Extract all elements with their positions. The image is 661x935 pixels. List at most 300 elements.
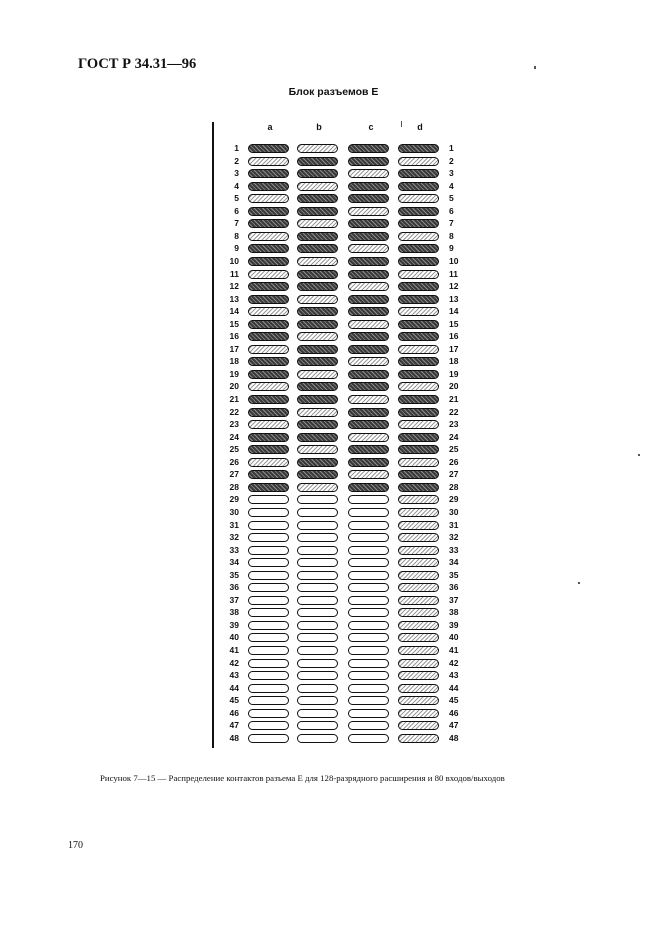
connector-pin-c <box>348 684 389 693</box>
connector-pin-b <box>297 709 338 718</box>
row-number-left: 14 <box>229 306 239 317</box>
row-number-left: 20 <box>229 381 239 392</box>
connector-pin-b <box>297 495 338 504</box>
row-number-right: 44 <box>449 682 459 693</box>
connector-pin-c <box>348 307 389 316</box>
connector-pin-b <box>297 395 338 404</box>
connector-pin-d <box>398 696 439 705</box>
connector-pin-b <box>297 207 338 216</box>
pin-row <box>0 407 661 419</box>
connector-pin-c <box>348 232 389 241</box>
row-number-right: 7 <box>449 218 454 229</box>
connector-pin-c <box>348 144 389 153</box>
row-number-left: 30 <box>229 506 239 517</box>
pin-row <box>0 507 661 519</box>
pin-row <box>0 381 661 393</box>
connector-pin-c <box>348 546 389 555</box>
row-number-left: 23 <box>229 419 239 430</box>
connector-pin-a <box>248 646 289 655</box>
row-number-left: 5 <box>234 193 239 204</box>
row-number-right: 13 <box>449 293 459 304</box>
connector-pin-b <box>297 282 338 291</box>
row-number-left: 16 <box>229 331 239 342</box>
connector-pin-a <box>248 684 289 693</box>
connector-pin-a <box>248 144 289 153</box>
connector-pin-b <box>297 659 338 668</box>
pin-row <box>0 733 661 745</box>
connector-pin-a <box>248 533 289 542</box>
pin-row <box>0 168 661 180</box>
connector-pin-b <box>297 244 338 253</box>
scan-speck <box>534 66 536 69</box>
connector-pin-a <box>248 420 289 429</box>
row-number-right: 10 <box>449 255 459 266</box>
row-number-right: 11 <box>449 268 458 279</box>
row-number-right: 19 <box>449 368 459 379</box>
pin-row <box>0 419 661 431</box>
row-number-left: 46 <box>229 707 239 718</box>
pin-row <box>0 319 661 331</box>
connector-pin-c <box>348 382 389 391</box>
row-number-left: 26 <box>229 456 239 467</box>
figure-caption: Рисунок 7—15 — Распределение контактов разъема Е для 128-разрядного расширения и 80 входов/выходов <box>100 773 505 783</box>
connector-pin-b <box>297 546 338 555</box>
connector-pin-b <box>297 571 338 580</box>
row-number-right: 20 <box>449 381 459 392</box>
row-number-right: 4 <box>449 180 454 191</box>
row-number-left: 6 <box>234 205 239 216</box>
row-number-right: 40 <box>449 632 459 643</box>
connector-pin-b <box>297 157 338 166</box>
row-number-right: 29 <box>449 494 459 505</box>
row-number-left: 24 <box>229 431 239 442</box>
connector-pin-c <box>348 558 389 567</box>
pin-row <box>0 269 661 281</box>
row-number-left: 42 <box>229 657 239 668</box>
connector-pin-c <box>348 420 389 429</box>
connector-pin-c <box>348 445 389 454</box>
row-number-right: 9 <box>449 243 454 254</box>
connector-pin-b <box>297 646 338 655</box>
connector-pin-b <box>297 169 338 178</box>
pin-row <box>0 658 661 670</box>
pin-row <box>0 482 661 494</box>
connector-pin-d <box>398 483 439 492</box>
row-number-left: 1 <box>234 143 239 153</box>
connector-pin-c <box>348 470 389 479</box>
connector-pin-c <box>348 696 389 705</box>
connector-pin-d <box>398 194 439 203</box>
connector-pin-a <box>248 583 289 592</box>
row-number-right: 33 <box>449 544 459 555</box>
connector-pin-d <box>398 734 439 743</box>
page-number: 170 <box>68 840 83 851</box>
row-number-right: 42 <box>449 657 459 668</box>
connector-pin-a <box>248 382 289 391</box>
row-number-right: 23 <box>449 419 459 430</box>
row-number-left: 29 <box>229 494 239 505</box>
connector-pin-b <box>297 433 338 442</box>
connector-pin-a <box>248 270 289 279</box>
connector-pin-c <box>348 257 389 266</box>
connector-pin-d <box>398 621 439 630</box>
row-number-right: 27 <box>449 469 459 480</box>
connector-pin-b <box>297 445 338 454</box>
connector-pin-d <box>398 558 439 567</box>
row-number-left: 19 <box>229 368 239 379</box>
connector-pin-b <box>297 583 338 592</box>
connector-pin-d <box>398 357 439 366</box>
connector-pin-b <box>297 370 338 379</box>
column-header-c: c <box>368 122 374 132</box>
connector-pin-d <box>398 709 439 718</box>
pin-row <box>0 256 661 268</box>
connector-pin-c <box>348 332 389 341</box>
pin-row <box>0 457 661 469</box>
row-number-left: 25 <box>229 444 239 455</box>
connector-pin-a <box>248 345 289 354</box>
pin-row <box>0 231 661 243</box>
connector-pin-a <box>248 671 289 680</box>
pin-row <box>0 582 661 594</box>
connector-pin-b <box>297 533 338 542</box>
connector-pin-d <box>398 583 439 592</box>
pin-row <box>0 281 661 293</box>
connector-pin-b <box>297 408 338 417</box>
connector-pin-d <box>398 182 439 191</box>
connector-pin-b <box>297 508 338 517</box>
row-number-left: 40 <box>229 632 239 643</box>
column-header-b: b <box>316 122 322 132</box>
connector-pin-a <box>248 721 289 730</box>
connector-pin-c <box>348 244 389 253</box>
connector-pin-a <box>248 295 289 304</box>
pin-row <box>0 607 661 619</box>
connector-pin-a <box>248 709 289 718</box>
connector-pin-a <box>248 659 289 668</box>
pin-row <box>0 444 661 456</box>
row-number-right: 18 <box>449 356 459 367</box>
connector-pin-d <box>398 332 439 341</box>
row-number-left: 17 <box>229 343 239 354</box>
connector-pin-d <box>398 533 439 542</box>
row-number-right: 3 <box>449 168 454 179</box>
row-number-right: 39 <box>449 619 459 630</box>
row-number-right: 26 <box>449 456 459 467</box>
pin-row <box>0 218 661 230</box>
connector-pin-c <box>348 483 389 492</box>
connector-pin-a <box>248 608 289 617</box>
connector-pin-b <box>297 420 338 429</box>
row-number-right: 1 <box>449 143 454 153</box>
connector-pin-b <box>297 219 338 228</box>
connector-pin-d <box>398 596 439 605</box>
connector-pin-b <box>297 307 338 316</box>
row-number-right: 8 <box>449 230 454 241</box>
connector-pin-c <box>348 533 389 542</box>
row-number-right: 35 <box>449 569 459 580</box>
pin-row <box>0 494 661 506</box>
connector-pin-d <box>398 307 439 316</box>
connector-pin-d <box>398 470 439 479</box>
pin-row <box>0 695 661 707</box>
row-number-right: 15 <box>449 318 459 329</box>
connector-pin-b <box>297 470 338 479</box>
connector-pin-c <box>348 433 389 442</box>
connector-pin-d <box>398 320 439 329</box>
pin-row <box>0 520 661 532</box>
connector-pin-d <box>398 169 439 178</box>
pin-row <box>0 356 661 368</box>
connector-pin-b <box>297 257 338 266</box>
row-number-right: 46 <box>449 707 459 718</box>
row-number-right: 22 <box>449 406 459 417</box>
pin-row <box>0 670 661 682</box>
connector-pin-d <box>398 270 439 279</box>
connector-pin-d <box>398 207 439 216</box>
connector-pin-b <box>297 320 338 329</box>
row-number-right: 12 <box>449 281 459 292</box>
row-number-left: 39 <box>229 619 239 630</box>
row-number-right: 25 <box>449 444 459 455</box>
connector-pin-b <box>297 270 338 279</box>
connector-pin-c <box>348 357 389 366</box>
pin-row <box>0 206 661 218</box>
row-number-left: 47 <box>229 720 239 731</box>
connector-pin-b <box>297 608 338 617</box>
connector-pin-b <box>297 696 338 705</box>
connector-pin-c <box>348 646 389 655</box>
connector-pin-d <box>398 144 439 153</box>
connector-pin-d <box>398 370 439 379</box>
pin-row <box>0 645 661 657</box>
connector-pin-a <box>248 558 289 567</box>
connector-pin-d <box>398 546 439 555</box>
connector-pin-c <box>348 495 389 504</box>
row-number-right: 45 <box>449 695 459 706</box>
connector-pin-d <box>398 395 439 404</box>
pin-row <box>0 394 661 406</box>
row-number-right: 28 <box>449 481 459 492</box>
connector-pin-b <box>297 671 338 680</box>
connector-pin-d <box>398 295 439 304</box>
connector-pin-d <box>398 257 439 266</box>
row-number-left: 48 <box>229 732 239 743</box>
row-number-left: 22 <box>229 406 239 417</box>
scan-speck <box>578 582 580 584</box>
row-number-right: 48 <box>449 732 459 743</box>
pin-row <box>0 181 661 193</box>
row-number-right: 17 <box>449 343 459 354</box>
connector-pin-d <box>398 157 439 166</box>
connector-pin-c <box>348 621 389 630</box>
connector-pin-b <box>297 483 338 492</box>
connector-pin-a <box>248 320 289 329</box>
connector-pin-b <box>297 721 338 730</box>
connector-pin-c <box>348 395 389 404</box>
connector-pin-c <box>348 734 389 743</box>
connector-pin-c <box>348 596 389 605</box>
row-number-right: 5 <box>449 193 454 204</box>
row-number-right: 24 <box>449 431 459 442</box>
connector-pin-a <box>248 194 289 203</box>
connector-pin-b <box>297 521 338 530</box>
connector-pin-a <box>248 596 289 605</box>
scan-speck <box>638 454 640 456</box>
connector-pin-a <box>248 546 289 555</box>
connector-pin-c <box>348 508 389 517</box>
row-number-right: 2 <box>449 155 454 166</box>
row-number-left: 45 <box>229 695 239 706</box>
connector-pin-d <box>398 282 439 291</box>
connector-pin-b <box>297 194 338 203</box>
connector-pin-c <box>348 721 389 730</box>
row-number-left: 9 <box>234 243 239 254</box>
row-number-left: 2 <box>234 155 239 166</box>
connector-pin-c <box>348 709 389 718</box>
connector-pin-d <box>398 633 439 642</box>
row-number-left: 44 <box>229 682 239 693</box>
row-number-right: 47 <box>449 720 459 731</box>
connector-pin-c <box>348 458 389 467</box>
pin-row <box>0 557 661 569</box>
connector-pin-b <box>297 357 338 366</box>
row-number-left: 32 <box>229 532 239 543</box>
connector-pin-a <box>248 495 289 504</box>
connector-pin-a <box>248 182 289 191</box>
connector-pin-c <box>348 295 389 304</box>
row-number-left: 36 <box>229 582 239 593</box>
row-number-right: 21 <box>449 394 459 404</box>
row-number-right: 32 <box>449 532 459 543</box>
connector-pin-a <box>248 357 289 366</box>
connector-pin-a <box>248 483 289 492</box>
connector-pin-b <box>297 332 338 341</box>
column-header-a: a <box>267 122 273 132</box>
connector-pin-b <box>297 558 338 567</box>
pin-row <box>0 595 661 607</box>
connector-pin-d <box>398 571 439 580</box>
connector-pin-a <box>248 621 289 630</box>
row-number-right: 43 <box>449 670 459 681</box>
pin-row <box>0 143 661 155</box>
figure-title: Блок разъемов Е <box>288 86 379 98</box>
connector-pin-c <box>348 270 389 279</box>
connector-pin-c <box>348 182 389 191</box>
pin-row <box>0 306 661 318</box>
connector-pin-c <box>348 370 389 379</box>
connector-pin-c <box>348 608 389 617</box>
connector-pin-a <box>248 169 289 178</box>
connector-pin-c <box>348 219 389 228</box>
connector-pin-d <box>398 244 439 253</box>
connector-pin-c <box>348 671 389 680</box>
row-number-left: 21 <box>229 394 239 404</box>
connector-pin-a <box>248 244 289 253</box>
row-number-right: 30 <box>449 506 459 517</box>
row-number-right: 14 <box>449 306 459 317</box>
connector-pin-c <box>348 583 389 592</box>
pin-row <box>0 469 661 481</box>
connector-pin-b <box>297 734 338 743</box>
connector-pin-b <box>297 458 338 467</box>
scan-speck <box>401 121 402 127</box>
connector-pin-d <box>398 219 439 228</box>
connector-pin-a <box>248 219 289 228</box>
connector-pin-a <box>248 332 289 341</box>
connector-pin-a <box>248 696 289 705</box>
connector-pin-b <box>297 633 338 642</box>
pin-row <box>0 683 661 695</box>
connector-pin-c <box>348 345 389 354</box>
connector-pin-b <box>297 596 338 605</box>
connector-pin-b <box>297 295 338 304</box>
row-number-left: 35 <box>229 569 239 580</box>
row-number-left: 4 <box>234 180 239 191</box>
pin-row <box>0 545 661 557</box>
connector-pin-d <box>398 433 439 442</box>
connector-pin-d <box>398 608 439 617</box>
row-number-left: 8 <box>234 230 239 241</box>
connector-pin-b <box>297 345 338 354</box>
row-number-right: 16 <box>449 331 459 342</box>
row-number-right: 31 <box>449 519 459 530</box>
connector-pin-a <box>248 207 289 216</box>
connector-pin-b <box>297 684 338 693</box>
connector-pin-b <box>297 182 338 191</box>
connector-pin-d <box>398 445 439 454</box>
row-number-left: 18 <box>229 356 239 367</box>
row-number-left: 28 <box>229 481 239 492</box>
pin-row <box>0 369 661 381</box>
pin-row <box>0 632 661 644</box>
connector-pin-a <box>248 433 289 442</box>
connector-pin-b <box>297 144 338 153</box>
pin-row <box>0 570 661 582</box>
pin-row <box>0 532 661 544</box>
pin-row <box>0 243 661 255</box>
connector-pin-d <box>398 458 439 467</box>
connector-pin-a <box>248 445 289 454</box>
row-number-left: 7 <box>234 218 239 229</box>
connector-pin-c <box>348 194 389 203</box>
connector-pin-b <box>297 382 338 391</box>
connector-pin-d <box>398 495 439 504</box>
connector-pin-a <box>248 157 289 166</box>
pin-row <box>0 193 661 205</box>
connector-pin-c <box>348 282 389 291</box>
row-number-right: 41 <box>449 645 459 655</box>
pin-row <box>0 708 661 720</box>
connector-pin-a <box>248 521 289 530</box>
connector-pin-a <box>248 232 289 241</box>
row-number-left: 33 <box>229 544 239 555</box>
row-number-left: 37 <box>229 594 239 605</box>
pin-row <box>0 156 661 168</box>
row-number-left: 12 <box>229 281 239 292</box>
connector-pin-a <box>248 633 289 642</box>
row-number-left: 13 <box>229 293 239 304</box>
pin-row <box>0 620 661 632</box>
connector-pin-d <box>398 232 439 241</box>
row-number-left: 10 <box>229 255 239 266</box>
row-number-right: 38 <box>449 607 459 618</box>
connector-pin-c <box>348 169 389 178</box>
document-standard-number: ГОСТ Р 34.31—96 <box>78 56 197 72</box>
connector-pin-a <box>248 508 289 517</box>
connector-pin-d <box>398 671 439 680</box>
connector-pin-c <box>348 571 389 580</box>
